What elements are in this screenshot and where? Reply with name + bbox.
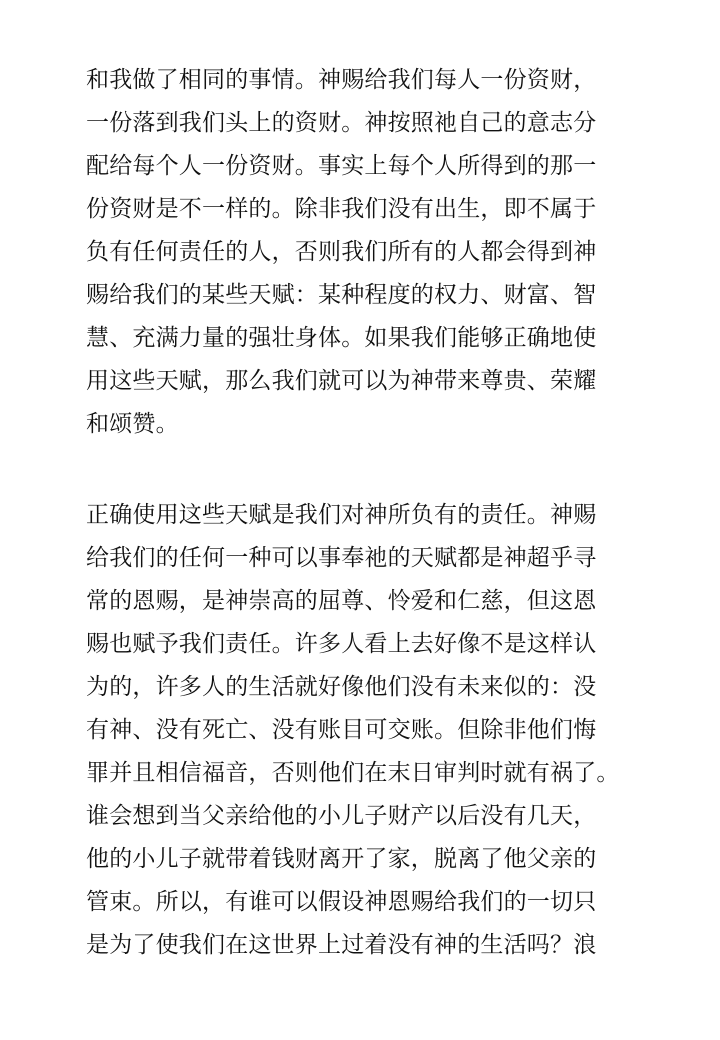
- text-line: 负有任何责任的人，否则我们所有的人都会得到神: [86, 239, 597, 265]
- text-line: 是为了使我们在这世界上过着没有神的生活吗？浪: [86, 932, 597, 958]
- paragraph: [86, 494, 620, 967]
- text-line: 配给每个人一份资财。事实上每个人所得到的那一: [86, 153, 597, 179]
- text-line: 赐给我们的某些天赋：某种程度的权力、财富、智: [86, 282, 597, 308]
- text-line: 为的，许多人的生活就好像他们没有未来似的：没: [86, 674, 597, 700]
- text-line: 赐也赋予我们责任。许多人看上去好像不是这样认: [86, 631, 597, 657]
- text-line: 常的恩赐，是神崇高的屈尊、怜爱和仁慈，但这恩: [86, 588, 597, 614]
- text-line: 慧、充满力量的强壮身体。如果我们能够正确地使: [86, 325, 597, 351]
- text-line: 他的小儿子就带着钱财离开了家，脱离了他父亲的: [86, 846, 597, 872]
- text-line: 和颂赞。: [86, 411, 179, 437]
- text-line: 和我做了相同的事情。神赐给我们每人一份资财，: [86, 67, 597, 93]
- text-line: 谁会想到当父亲给他的小儿子财产以后没有几天，: [86, 803, 597, 829]
- text-line: 用这些天赋，那么我们就可以为神带来尊贵、荣耀: [86, 368, 597, 394]
- text-line: 给我们的任何一种可以事奉祂的天赋都是神超乎寻: [86, 545, 597, 571]
- text-line: 份资财是不一样的。除非我们没有出生，即不属于: [86, 196, 597, 222]
- text-line: 罪并且相信福音，否则他们在末日审判时就有祸了。: [86, 760, 620, 786]
- text-line: 一份落到我们头上的资财。神按照祂自己的意志分: [86, 110, 597, 136]
- text-line: 有神、没有死亡、没有账目可交账。但除非他们悔: [86, 717, 597, 743]
- text-line: 管束。所以，有谁可以假设神恩赐给我们的一切只: [86, 889, 597, 915]
- text-line: 正确使用这些天赋是我们对神所负有的责任。神赐: [86, 502, 597, 528]
- paragraph: [86, 59, 596, 446]
